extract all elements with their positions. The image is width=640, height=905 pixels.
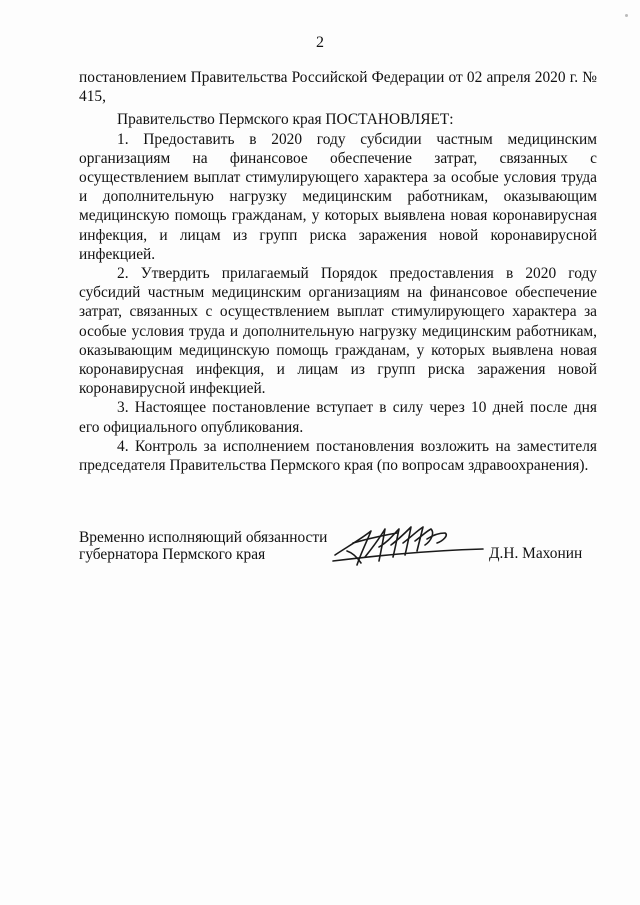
paragraph-item-4: 4. Контроль за исполнением постановления возложить на заместителя председателя Правительства Пермского края (по вопросам здравоохранения).	[79, 437, 597, 475]
signature-block	[79, 527, 597, 587]
paragraph-resolves: Правительство Пермского края ПОСТАНОВЛЯЕТ:	[117, 111, 454, 129]
document-body	[79, 68, 597, 475]
signatory-name: Д.Н. Махонин	[489, 545, 583, 562]
signatory-title	[79, 529, 349, 563]
paragraph-item-2: 2. Утвердить прилагаемый Порядок предоставления в 2020 году субсидий частным медицинским организациям на финансовое обеспечение затрат, связанных с осуществлением выплат стимулирующего характера за особые условия труда и дополнительную нагрузку медицинским работникам, оказывающим медицинскую помощь гражданам, у которых выявлена новая коронавирусная инфекция, и лицам из групп риска заражения новой коронавирусной инфекцией.	[79, 265, 597, 398]
paragraph-item-1: 1. Предоставить в 2020 году субсидии частным медицинским организациям на финансовое обеспечение затрат, связанных с осуществлением выплат стимулирующего характера за особые условия труда и дополнительную нагрузку медицинским работникам, оказывающим медицинскую помощь гражданам, у которых выявлена новая коронавирусная инфекция, и лицам из групп риска заражения новой коронавирусной инфекцией.	[79, 130, 597, 263]
paragraph-legal-basis: постановлением Правительства Российской Федерации от 02 апреля 2020 г. № 415,	[79, 69, 597, 106]
scan-artifact	[625, 14, 628, 17]
signatory-title-line-2: губернатора Пермского края	[79, 546, 266, 563]
paragraph-item-3: 3. Настоящее постановление вступает в силу через 10 дней после дня его официального опубликования.	[79, 399, 597, 436]
signatory-title-line-1: Временно исполняющий обязанности	[79, 529, 328, 546]
signature-strokes	[333, 527, 483, 565]
page-number: 2	[316, 34, 324, 51]
handwritten-signature	[327, 517, 487, 573]
